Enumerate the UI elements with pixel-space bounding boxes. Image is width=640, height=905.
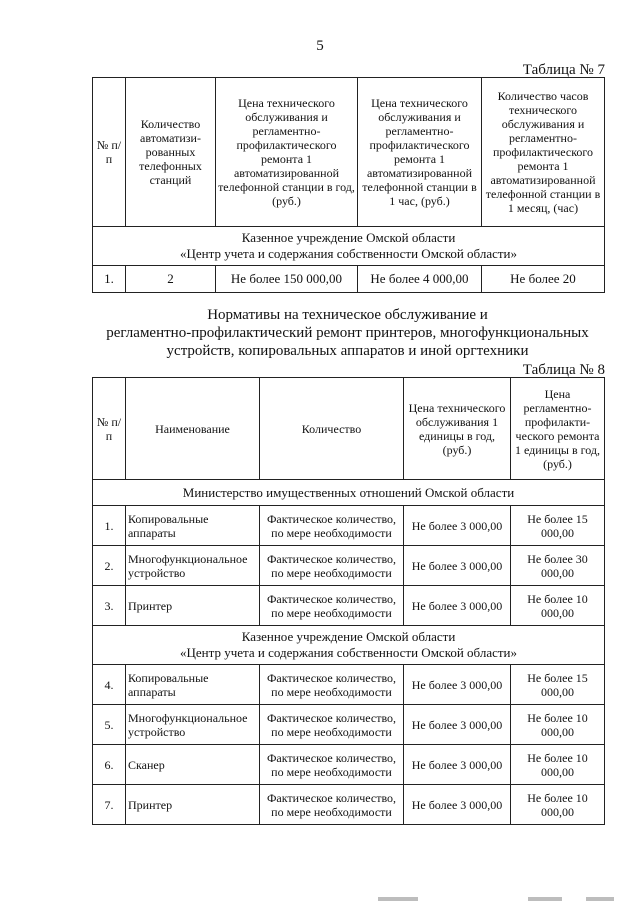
table-8-header-row: [93, 378, 605, 480]
page-number: 5: [316, 38, 324, 54]
table-7-caption: Таблица № 7: [522, 62, 605, 78]
cell-price-service: Не более 3 000,00: [404, 586, 511, 626]
header-cell: Цена технического обслуживания и регламентно-профилактического ремонта 1 автоматизированной телефонной станции в 1 час, (руб.): [358, 78, 482, 227]
cell-quantity: Фактическое количество, по мере необходимости: [260, 745, 404, 785]
cell-price-year: Не более 150 000,00: [216, 266, 358, 293]
table-row: [93, 266, 605, 293]
cell-quantity: 2: [126, 266, 216, 293]
cell-hours: Не более 20: [482, 266, 605, 293]
cell-number: 2.: [93, 546, 126, 586]
section-row: [93, 626, 605, 665]
cell-price-repair: Не более 15 000,00: [511, 506, 605, 546]
cell-price-repair: Не более 15 000,00: [511, 665, 605, 705]
cell-name: Копировальные аппараты: [126, 506, 260, 546]
cell-number: 4.: [93, 665, 126, 705]
cell-number: 7.: [93, 785, 126, 825]
cell-number: 6.: [93, 745, 126, 785]
header-cell: Цена технического обслуживания 1 единицы в год, (руб.): [404, 378, 511, 480]
cell-quantity: Фактическое количество, по мере необходимости: [260, 665, 404, 705]
table-7-header-row: [93, 78, 605, 227]
cell-name: Многофункциональное устройство: [126, 546, 260, 586]
cell-quantity: Фактическое количество, по мере необходимости: [260, 546, 404, 586]
section-row: [93, 480, 605, 506]
section-title: Казенное учреждение Омской области «Центр учета и содержания собственности Омской области»: [93, 227, 605, 266]
cell-name: Принтер: [126, 785, 260, 825]
scan-artifact: [378, 897, 418, 901]
section-title: Казенное учреждение Омской области «Центр учета и содержания собственности Омской области»: [93, 626, 605, 665]
cell-price-repair: Не более 10 000,00: [511, 745, 605, 785]
cell-number: 5.: [93, 705, 126, 745]
cell-number: 1.: [93, 266, 126, 293]
cell-price-repair: Не более 10 000,00: [511, 705, 605, 745]
section-title: Министерство имущественных отношений Омской области: [93, 480, 605, 506]
table-row: [93, 745, 605, 785]
table-row: [93, 506, 605, 546]
cell-name: Копировальные аппараты: [126, 665, 260, 705]
cell-price-hour: Не более 4 000,00: [358, 266, 482, 293]
cell-price-service: Не более 3 000,00: [404, 745, 511, 785]
header-cell: Количество: [260, 378, 404, 480]
scan-artifact: [528, 897, 562, 901]
section-row: [93, 227, 605, 266]
table-row: [93, 665, 605, 705]
cell-price-service: Не более 3 000,00: [404, 665, 511, 705]
cell-price-service: Не более 3 000,00: [404, 506, 511, 546]
header-cell: № п/п: [93, 378, 126, 480]
table-row: [93, 785, 605, 825]
table-7: [92, 77, 605, 293]
cell-name: Многофункциональное устройство: [126, 705, 260, 745]
cell-price-service: Не более 3 000,00: [404, 705, 511, 745]
table-row: [93, 705, 605, 745]
cell-number: 3.: [93, 586, 126, 626]
cell-quantity: Фактическое количество, по мере необходимости: [260, 785, 404, 825]
header-cell: Наименование: [126, 378, 260, 480]
cell-price-repair: Не более 10 000,00: [511, 586, 605, 626]
header-cell: Цена регламентно-профилакти-ческого ремонта 1 единицы в год, (руб.): [511, 378, 605, 480]
cell-quantity: Фактическое количество, по мере необходимости: [260, 586, 404, 626]
cell-name: Сканер: [126, 745, 260, 785]
section-heading: Нормативы на техническое обслуживание и регламентно-профилактический ремонт принтеров, многофункциональных устройств, копировальных аппаратов и иной оргтехники: [106, 307, 589, 359]
header-cell: № п/п: [93, 78, 126, 227]
cell-price-repair: Не более 10 000,00: [511, 785, 605, 825]
scan-artifact: [586, 897, 614, 901]
table-row: [93, 586, 605, 626]
cell-price-service: Не более 3 000,00: [404, 546, 511, 586]
cell-quantity: Фактическое количество, по мере необходимости: [260, 705, 404, 745]
cell-price-repair: Не более 30 000,00: [511, 546, 605, 586]
table-row: [93, 546, 605, 586]
header-cell: Количество автоматизи-рованных телефонных станций: [126, 78, 216, 227]
table-8-caption: Таблица № 8: [522, 362, 605, 378]
cell-number: 1.: [93, 506, 126, 546]
header-cell: Количество часов технического обслуживания и регламентно-профилактического ремонта 1 автоматизированной телефонной станции в 1 месяц, (час): [482, 78, 605, 227]
cell-name: Принтер: [126, 586, 260, 626]
cell-price-service: Не более 3 000,00: [404, 785, 511, 825]
cell-quantity: Фактическое количество, по мере необходимости: [260, 506, 404, 546]
header-cell: Цена технического обслуживания и регламентно-профилактического ремонта 1 автоматизированной телефонной станции в год, (руб.): [216, 78, 358, 227]
table-8: [92, 377, 605, 825]
